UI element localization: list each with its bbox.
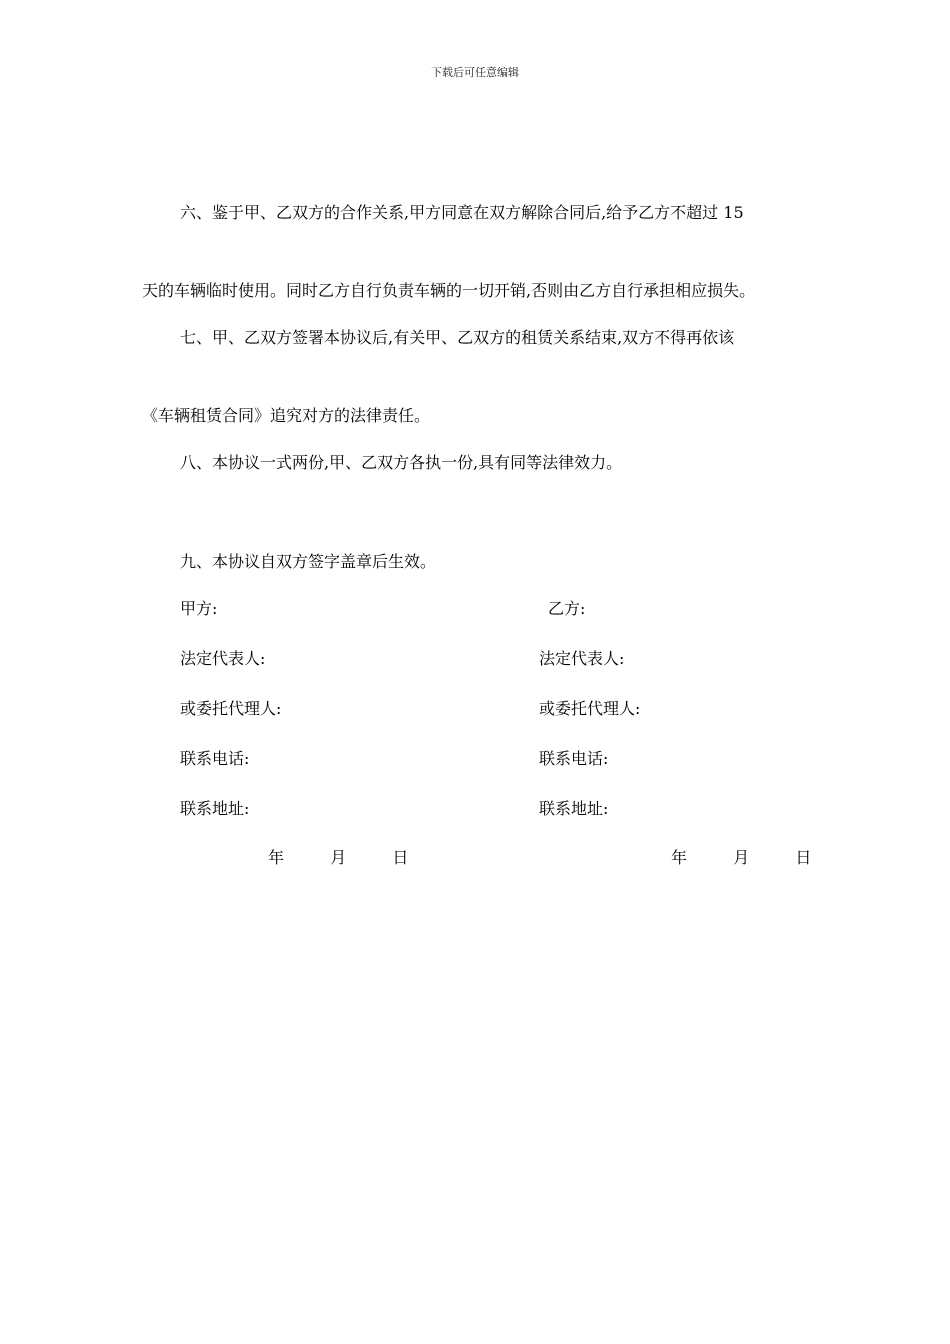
clause-9	[142, 497, 822, 601]
party-b-day-label: 日	[795, 848, 812, 867]
party-b-legal-rep-label: 法定代表人:	[539, 649, 625, 668]
page-header: 下载后可任意编辑	[431, 66, 519, 79]
clause-6-line-2: 天的车辆临时使用。同时乙方自行负责车辆的一切开销,否则由乙方自行承担相应损失。	[142, 281, 756, 300]
party-b-label: 乙方:	[548, 599, 586, 618]
clause-8-line-1: 八、本协议一式两份,甲、乙双方各执一份,具有同等法律效力。	[180, 453, 623, 472]
party-b-phone-label: 联系电话:	[539, 749, 609, 768]
clause-7-line-2: 《车辆租赁合同》追究对方的法律责任。	[142, 406, 431, 425]
party-a-phone-label: 联系电话:	[180, 749, 250, 768]
party-b-month-label: 月	[733, 848, 750, 867]
party-a-date	[268, 847, 408, 869]
party-b-address-label: 联系地址:	[539, 799, 609, 818]
clause-7-line-1: 七、甲、乙双方签署本协议后,有关甲、乙双方的租赁关系结束,双方不得再依该	[180, 328, 735, 347]
party-a-year-label: 年	[268, 848, 285, 867]
clause-8	[142, 398, 822, 502]
party-b-date	[671, 847, 811, 869]
party-a-day-label: 日	[392, 848, 409, 867]
party-a-legal-rep-label: 法定代表人:	[180, 649, 266, 668]
party-a-address-label: 联系地址:	[180, 799, 250, 818]
party-a-month-label: 月	[330, 848, 347, 867]
party-a-label: 甲方:	[180, 599, 218, 618]
party-a-agent-label: 或委托代理人:	[180, 699, 282, 718]
clause-9-line-1: 九、本协议自双方签字盖章后生效。	[180, 552, 437, 571]
party-b-year-label: 年	[671, 848, 688, 867]
party-b-agent-label: 或委托代理人:	[539, 699, 641, 718]
clause-6-line-1: 六、鉴于甲、乙双方的合作关系,甲方同意在双方解除合同后,给予乙方不超过 15	[180, 203, 744, 222]
